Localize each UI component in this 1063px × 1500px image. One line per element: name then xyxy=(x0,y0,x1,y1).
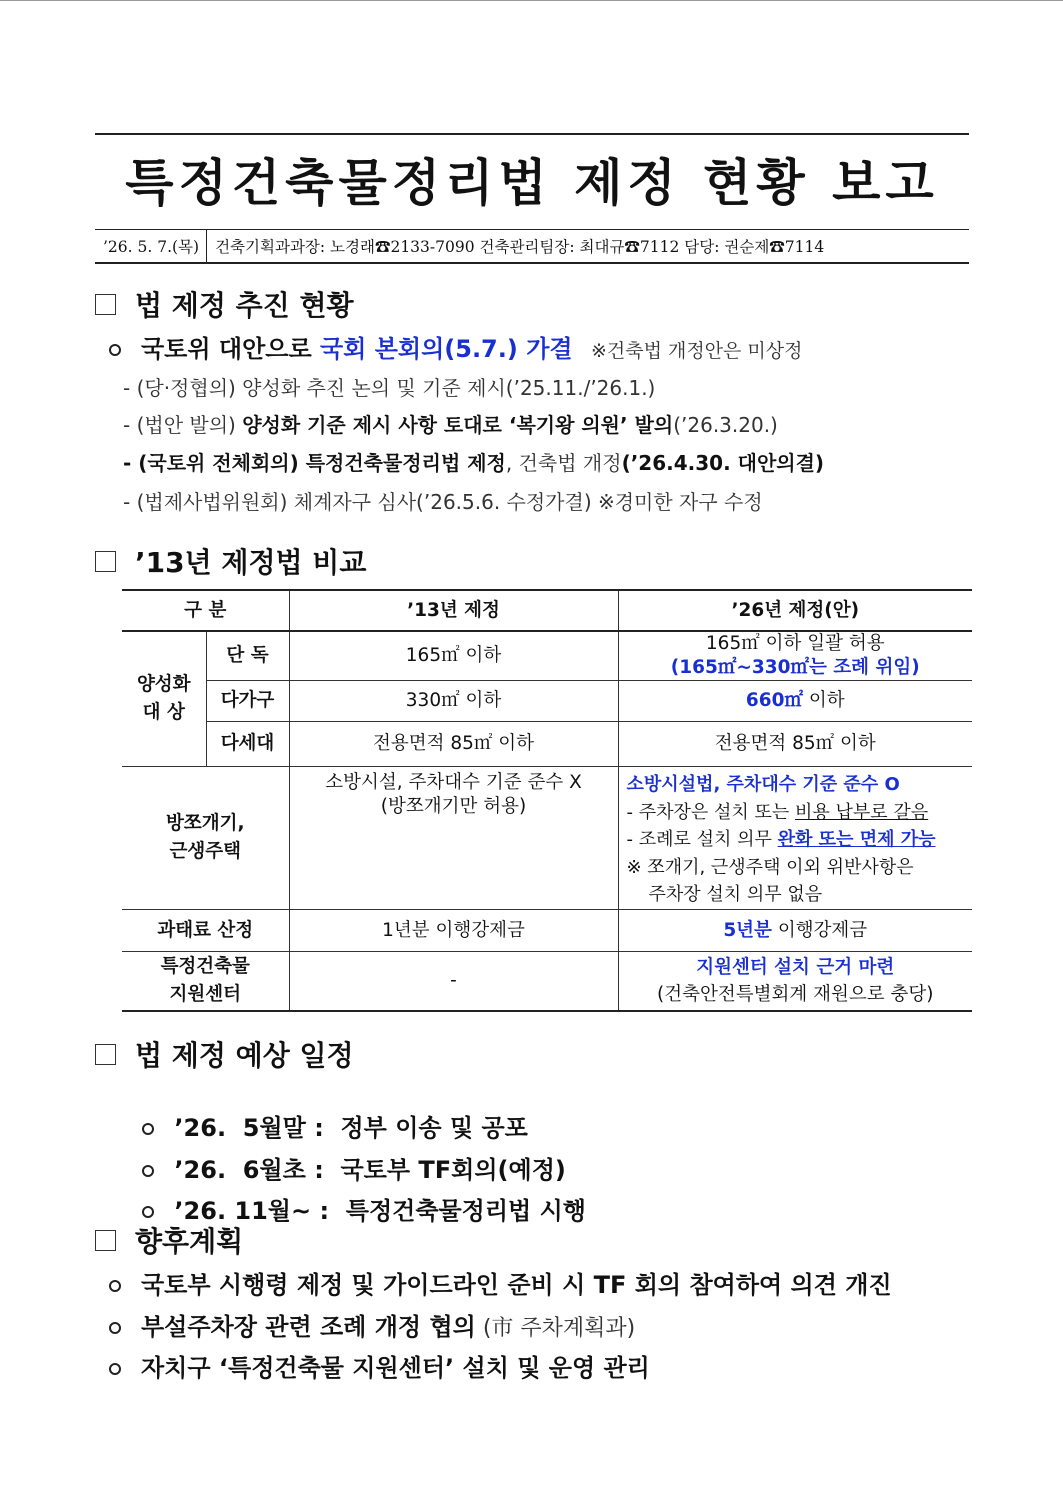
row-cat-fine: 과태료 산정 xyxy=(122,910,289,952)
table-header-row xyxy=(122,590,972,631)
section-heading-3: 법 제정 예상 일정 xyxy=(95,1034,354,1074)
cell-2013-support-center: - xyxy=(289,952,618,1011)
cell-2013-multiplex: 전용면적 85㎡ 이하 xyxy=(289,722,618,767)
page-title: 특정건축물정리법 제정 현황 보고 xyxy=(125,154,939,212)
checkbox-square-icon xyxy=(95,1230,116,1251)
cell-2013-multi-household: 330㎡ 이하 xyxy=(289,681,618,722)
table-row xyxy=(122,767,972,910)
circle-bullet-icon xyxy=(142,1206,154,1218)
cell-2026-multi-household: 660㎡ 이하 xyxy=(618,681,972,722)
row-sub-multiplex: 다세대 xyxy=(206,722,289,767)
title-block xyxy=(95,133,969,215)
table-row xyxy=(122,681,972,722)
cell-2026-multiplex: 전용면적 85㎡ 이하 xyxy=(618,722,972,767)
circle-bullet-icon xyxy=(109,344,121,356)
table-row xyxy=(122,910,972,952)
section-heading-2: ’13년 제정법 비교 xyxy=(95,541,366,581)
circle-bullet-icon xyxy=(109,1280,121,1292)
plan-item: 국토부 시행령 제정 및 가이드라인 준비 시 TF 회의 참여하여 의견 개진 xyxy=(109,1265,892,1300)
circle-bullet-icon xyxy=(109,1322,121,1334)
cell-2026-support-center: 지원센터 설치 근거 마련 (건축안전특별회계 재원으로 충당) xyxy=(618,952,972,1011)
row-sub-detached: 단 독 xyxy=(206,631,289,681)
header-2013: ’13년 제정 xyxy=(289,590,618,631)
contact-info: 건축기획과과장: 노경래☎2133-7090 건축관리팀장: 최대규☎7112 담당: 권순제☎7114 xyxy=(215,238,825,256)
cell-2026-detached: 165㎡ 이하 일괄 허용 (165㎡~330㎡는 조례 위임) xyxy=(618,631,972,681)
section-heading-4: 향후계획 xyxy=(95,1220,243,1260)
section-heading-1: 법 제정 추진 현황 xyxy=(95,284,354,324)
comparison-table xyxy=(122,589,972,1012)
s1-detail-1: - (당·정협의) 양성화 추진 논의 및 기준 제시(’25.11./’26.1.) xyxy=(123,376,656,400)
circle-bullet-icon xyxy=(109,1363,121,1375)
s1-detail-4: - (법제사법위원회) 체계자구 심사(’26.5.6. 수정가결) ※경미한 자구 수정 xyxy=(123,490,763,514)
schedule-item: ’26. 5월말 : 정부 이송 및 공포 xyxy=(109,1080,528,1171)
header-category: 구 분 xyxy=(122,590,289,631)
plan-item: 부설주차장 관련 조례 개정 협의 (市 주차계획과) xyxy=(109,1307,635,1342)
row-group-legalization: 양성화 대 상 xyxy=(122,631,206,767)
checkbox-square-icon xyxy=(95,294,116,315)
header-2026: ’26년 제정(안) xyxy=(618,590,972,631)
table-row xyxy=(122,722,972,767)
table-row xyxy=(122,631,972,681)
top-border-line xyxy=(0,0,1063,1)
cell-2013-fine: 1년분 이행강제금 xyxy=(289,910,618,952)
plan-item: 자치구 ‘특정건축물 지원센터’ 설치 및 운영 관리 xyxy=(109,1348,650,1383)
row-cat-room-split: 방쪼개기, 근생주택 xyxy=(122,767,289,910)
cell-2013-room-split: 소방시설, 주차대수 기준 준수 X (방쪼개기만 허용) xyxy=(289,767,618,910)
cell-2013-detached: 165㎡ 이하 xyxy=(289,631,618,681)
info-bar xyxy=(95,229,969,264)
checkbox-square-icon xyxy=(95,551,116,572)
cell-2026-room-split: 소방시설법, 주차대수 기준 준수 O - 주차장은 설치 또는 비용 납부로 갈음 - 조례로 설치 의무 완화 또는 면제 가능 ※ 쪼개기, 근생주택 이외 위반사항은 주차장 설치 의무 없음 xyxy=(618,767,972,910)
row-cat-support-center: 특정건축물 지원센터 xyxy=(122,952,289,1011)
schedule-item: ’26. 6월초 : 국토부 TF회의(예정) xyxy=(109,1122,566,1213)
checkbox-square-icon xyxy=(95,1044,116,1065)
report-date: ’26. 5. 7.(목) xyxy=(95,230,207,262)
s1-detail-3: - (국토위 전체회의) 특정건축물정리법 제정, 건축법 개정(’26.4.30. 대안의결) xyxy=(123,451,825,475)
s1-main-bullet: 국토위 대안으로 국회 본회의(5.7.) 가결 ※건축법 개정안은 미상정 xyxy=(109,329,802,364)
schedule-item: ’26. 11월~ : 특정건축물정리법 시행 xyxy=(109,1163,586,1254)
s1-detail-2: - (법안 발의) 양성화 기준 제시 사항 토대로 ‘복기왕 의원’ 발의(’26.3.20.) xyxy=(123,413,778,437)
cell-2026-fine: 5년분 이행강제금 xyxy=(618,910,972,952)
table-row xyxy=(122,952,972,1011)
row-sub-multi-household: 다가구 xyxy=(206,681,289,722)
